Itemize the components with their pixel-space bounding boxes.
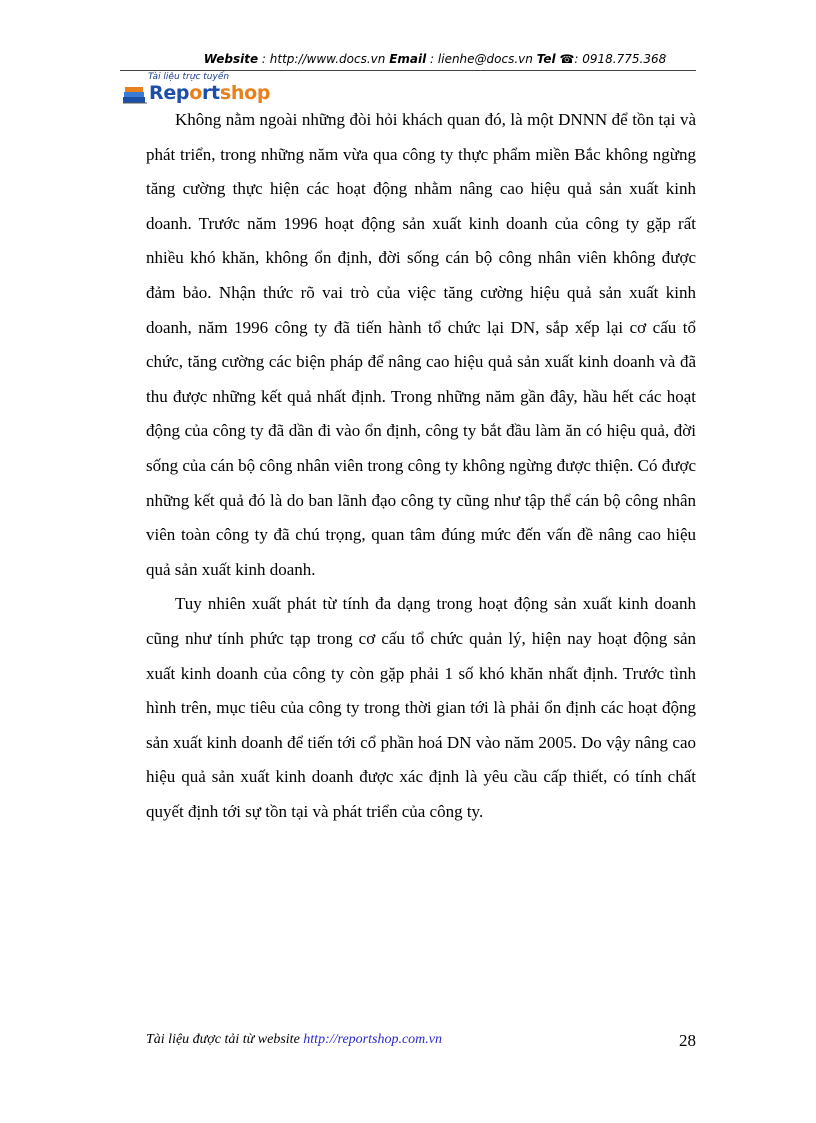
header-rule (120, 70, 696, 71)
tel-label: Tel (536, 52, 556, 66)
email-label: Email (389, 52, 427, 66)
footer-source (146, 1032, 442, 1048)
website-label: Website (203, 52, 259, 66)
footer-link[interactable]: http://reportshop.com.vn (303, 1032, 442, 1047)
phone-icon: ☎ (559, 52, 575, 66)
page-number: 28 (679, 1031, 696, 1050)
footer-text: Tài liệu được tải từ website (146, 1032, 304, 1047)
paragraph-2: Tuy nhiên xuất phát từ tính đa dạng trong hoạt động sản xuất kinh doanh cũng như tính phức tạp trong cơ cấu tổ chức quản lý, hiện nay hoạt động sản xuất kinh doanh của công ty còn gặp phải 1 số khó khăn nhất định. Trước tình hình trên, mục tiêu của công ty trong thời gian tới là phải ổn định các hoạt động sản xuất kinh doanh để tiến tới cổ phần hoá DN vào năm 2005. Do vậy nâng cao hiệu quả sản xuất kinh doanh được xác định là yêu cầu cấp thiết, có tính chất quyết định tới sự tồn tại và phát triển của công ty. (146, 594, 696, 821)
page-header (120, 52, 696, 104)
email-value: : lienhe@docs.vn (430, 52, 533, 66)
logo-wordmark: Reportshop (149, 82, 271, 104)
body-text (146, 103, 696, 829)
website-value: : http://www.docs.vn (261, 52, 386, 66)
books-icon (122, 83, 148, 105)
logo-tagline: Tài liệu trực tuyến (148, 72, 230, 82)
paragraph-1: Không nằm ngoài những đòi hỏi khách quan đó, là một DNNN để tồn tại và phát triển, trong những năm vừa qua công ty thực phẩm miền Bắc không ngừng tăng cường thực hiện các hoạt động nhằm nâng cao hiệu quả sản xuất kinh doanh. Trước năm 1996 hoạt động sản xuất kinh doanh của công ty gặp rất nhiều khó khăn, không ổn định, đời sống cán bộ công nhân viên không được đảm bảo. Nhận thức rõ vai trò của việc tăng cường hiệu quả sản xuất kinh doanh, năm 1996 công ty đã tiến hành tổ chức lại DN, sắp xếp lại cơ cấu tổ chức, tăng cường các biện pháp để nâng cao hiệu quả sản xuất kinh doanh và đã thu được những kết quả nhất định. Trong những năm gần đây, hầu hết các hoạt động của công ty đã dần đi vào ổn định, công ty bắt đầu làm ăn có hiệu quả, đời sống của cán bộ công nhân viên trong công ty không ngừng được thiện. Có được những kết quả đó là do ban lãnh đạo công ty cũng như tập thể cán bộ công nhân viên toàn công ty đã chú trọng, quan tâm đúng mức đến vấn đề nâng cao hiệu quả sản xuất kinh doanh. (146, 110, 696, 579)
contact-line (175, 52, 695, 66)
tel-value: : 0918.775.368 (574, 52, 667, 66)
